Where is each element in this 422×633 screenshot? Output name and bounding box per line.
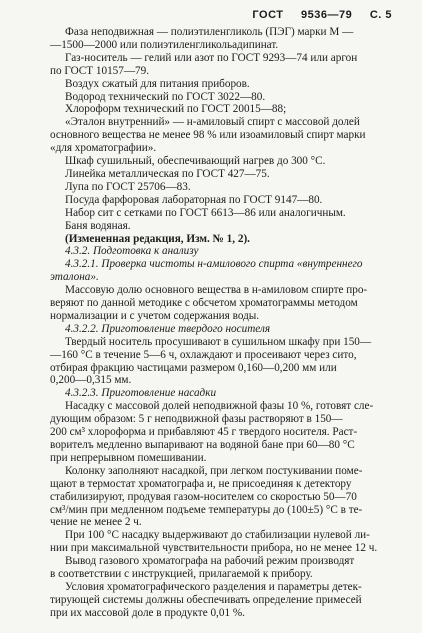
text-line: при их массовой доле в продукте 0,01 %. — [50, 606, 245, 619]
text-line: Водород технический по ГОСТ 3022—80. — [65, 90, 266, 103]
text-line: Хлороформ технический по ГОСТ 20015—88; — [65, 103, 287, 116]
text-line: ворителъ медленно выпаривают на водяной бане при 60—80 °С — [50, 439, 355, 451]
section-heading: 4.3.2. Подготовка к анализу — [65, 245, 199, 258]
text-line: —1500—2000 или полиэтиленгликольадипинат. — [50, 38, 279, 51]
subsection-heading: 4.3.2.1. Проверка чистоты н-амилового спирта «внутреннего — [65, 258, 363, 271]
standard-number: 9536—79 — [301, 9, 353, 21]
text-line: чение не менее 2 ч. — [50, 516, 142, 529]
text-line: Вывод газового хроматографа на рабочий режим производят — [65, 555, 355, 568]
text-line: нормализации и с учетом содержания воды. — [50, 309, 260, 322]
text-line: 0,200—0,315 мм. — [50, 374, 132, 387]
page-header — [238, 9, 392, 21]
text-line: дующим образом: 5 г неподвижной фазы растворяют в 150— — [50, 413, 343, 426]
text-line: тирующей системы должны обеспечивать определение примесей — [50, 593, 362, 606]
subsection-heading: эталона». — [50, 271, 99, 284]
text-line: Газ-носитель — гелий или азот по ГОСТ 9293—74 или аргон — [65, 51, 358, 64]
document-body — [50, 26, 398, 620]
subsection-heading: 4.3.2.2. Приготовление твердого носителя — [65, 322, 271, 335]
text-line: при непрерывном помешивании. — [50, 451, 207, 464]
revision-note: (Измененная редакция, Изм. № 1, 2). — [65, 232, 250, 245]
text-line: Баня водяная. — [65, 219, 131, 232]
text-line: Фаза неподвижная — полиэтиленгликоль (ПЭГ) марки М — — [65, 26, 354, 38]
text-line: «Эталон внутренний» — н-амиловый спирт с массовой долей — [65, 116, 360, 129]
text-line: по ГОСТ 10157—79. — [50, 64, 150, 77]
text-line: «для хроматографии». — [50, 142, 157, 155]
text-line: щают в термостат хроматографа и, не присоединяя к детектору — [50, 477, 352, 490]
subsection-heading: 4.3.2.3. Приготовление насадки — [65, 387, 217, 400]
text-line: отбирая фракцию частицами размером 0,160—0,200 мм или — [50, 361, 337, 374]
text-line: Колонку заполняют насадкой, при легком постукивании поме- — [65, 464, 363, 477]
text-line: Насадку с массовой долей неподвижной фазы 10 %, готовят сле- — [65, 400, 374, 413]
text-line: стабилизируют, продувая газом-носителем со скоростью 50—70 — [50, 490, 357, 503]
text-line: Набор сит с сетками по ГОСТ 6613—86 или аналогичным. — [65, 206, 346, 219]
text-line: Шкаф сушильный, обеспечивающий нагрев до 300 °С. — [65, 155, 326, 168]
text-line: в соответствии с инструкцией, прилагаемой к прибору. — [50, 568, 313, 581]
text-line: Воздух сжатый для питания приборов. — [65, 77, 250, 90]
text-line: см³/мин при медленном подъеме температуры до (100±5) °С в те- — [50, 503, 363, 516]
text-line: основного вещества не менее 98 % или изоамиловый спирт марки — [50, 129, 366, 142]
text-line: —160 °С в течение 5—6 ч, охлаждают и просеивают через сито, — [50, 348, 357, 361]
text-line: Посуда фарфоровая лабораторная по ГОСТ 9147—80. — [65, 193, 323, 206]
text-line: Твердый носитель просушивают в сушильном шкафу при 150— — [65, 335, 372, 348]
text-line: Массовую долю основного вещества в н-амиловом спирте про- — [65, 284, 368, 297]
text-line: При 100 °С насадку выдерживают до стабилизации нулевой ли- — [65, 529, 370, 542]
text-line: 200 см³ хлороформа и прибавляют 45 г твердого носителя. Раст- — [50, 426, 358, 439]
text-line: Лупа по ГОСТ 25706—83. — [65, 180, 191, 193]
text-line: веряют по данной методике с обсчетом хроматограммы методом — [50, 297, 358, 310]
text-line: Линейка металлическая по ГОСТ 427—75. — [65, 167, 270, 180]
text-line: Условия хроматографического разделения и параметры детек- — [65, 580, 362, 593]
standard-label: ГОСТ — [252, 9, 284, 21]
text-line: нии при максимальной чувствительности прибора, но не менее 12 ч. — [50, 542, 378, 555]
page-number: С. 5 — [369, 9, 392, 21]
